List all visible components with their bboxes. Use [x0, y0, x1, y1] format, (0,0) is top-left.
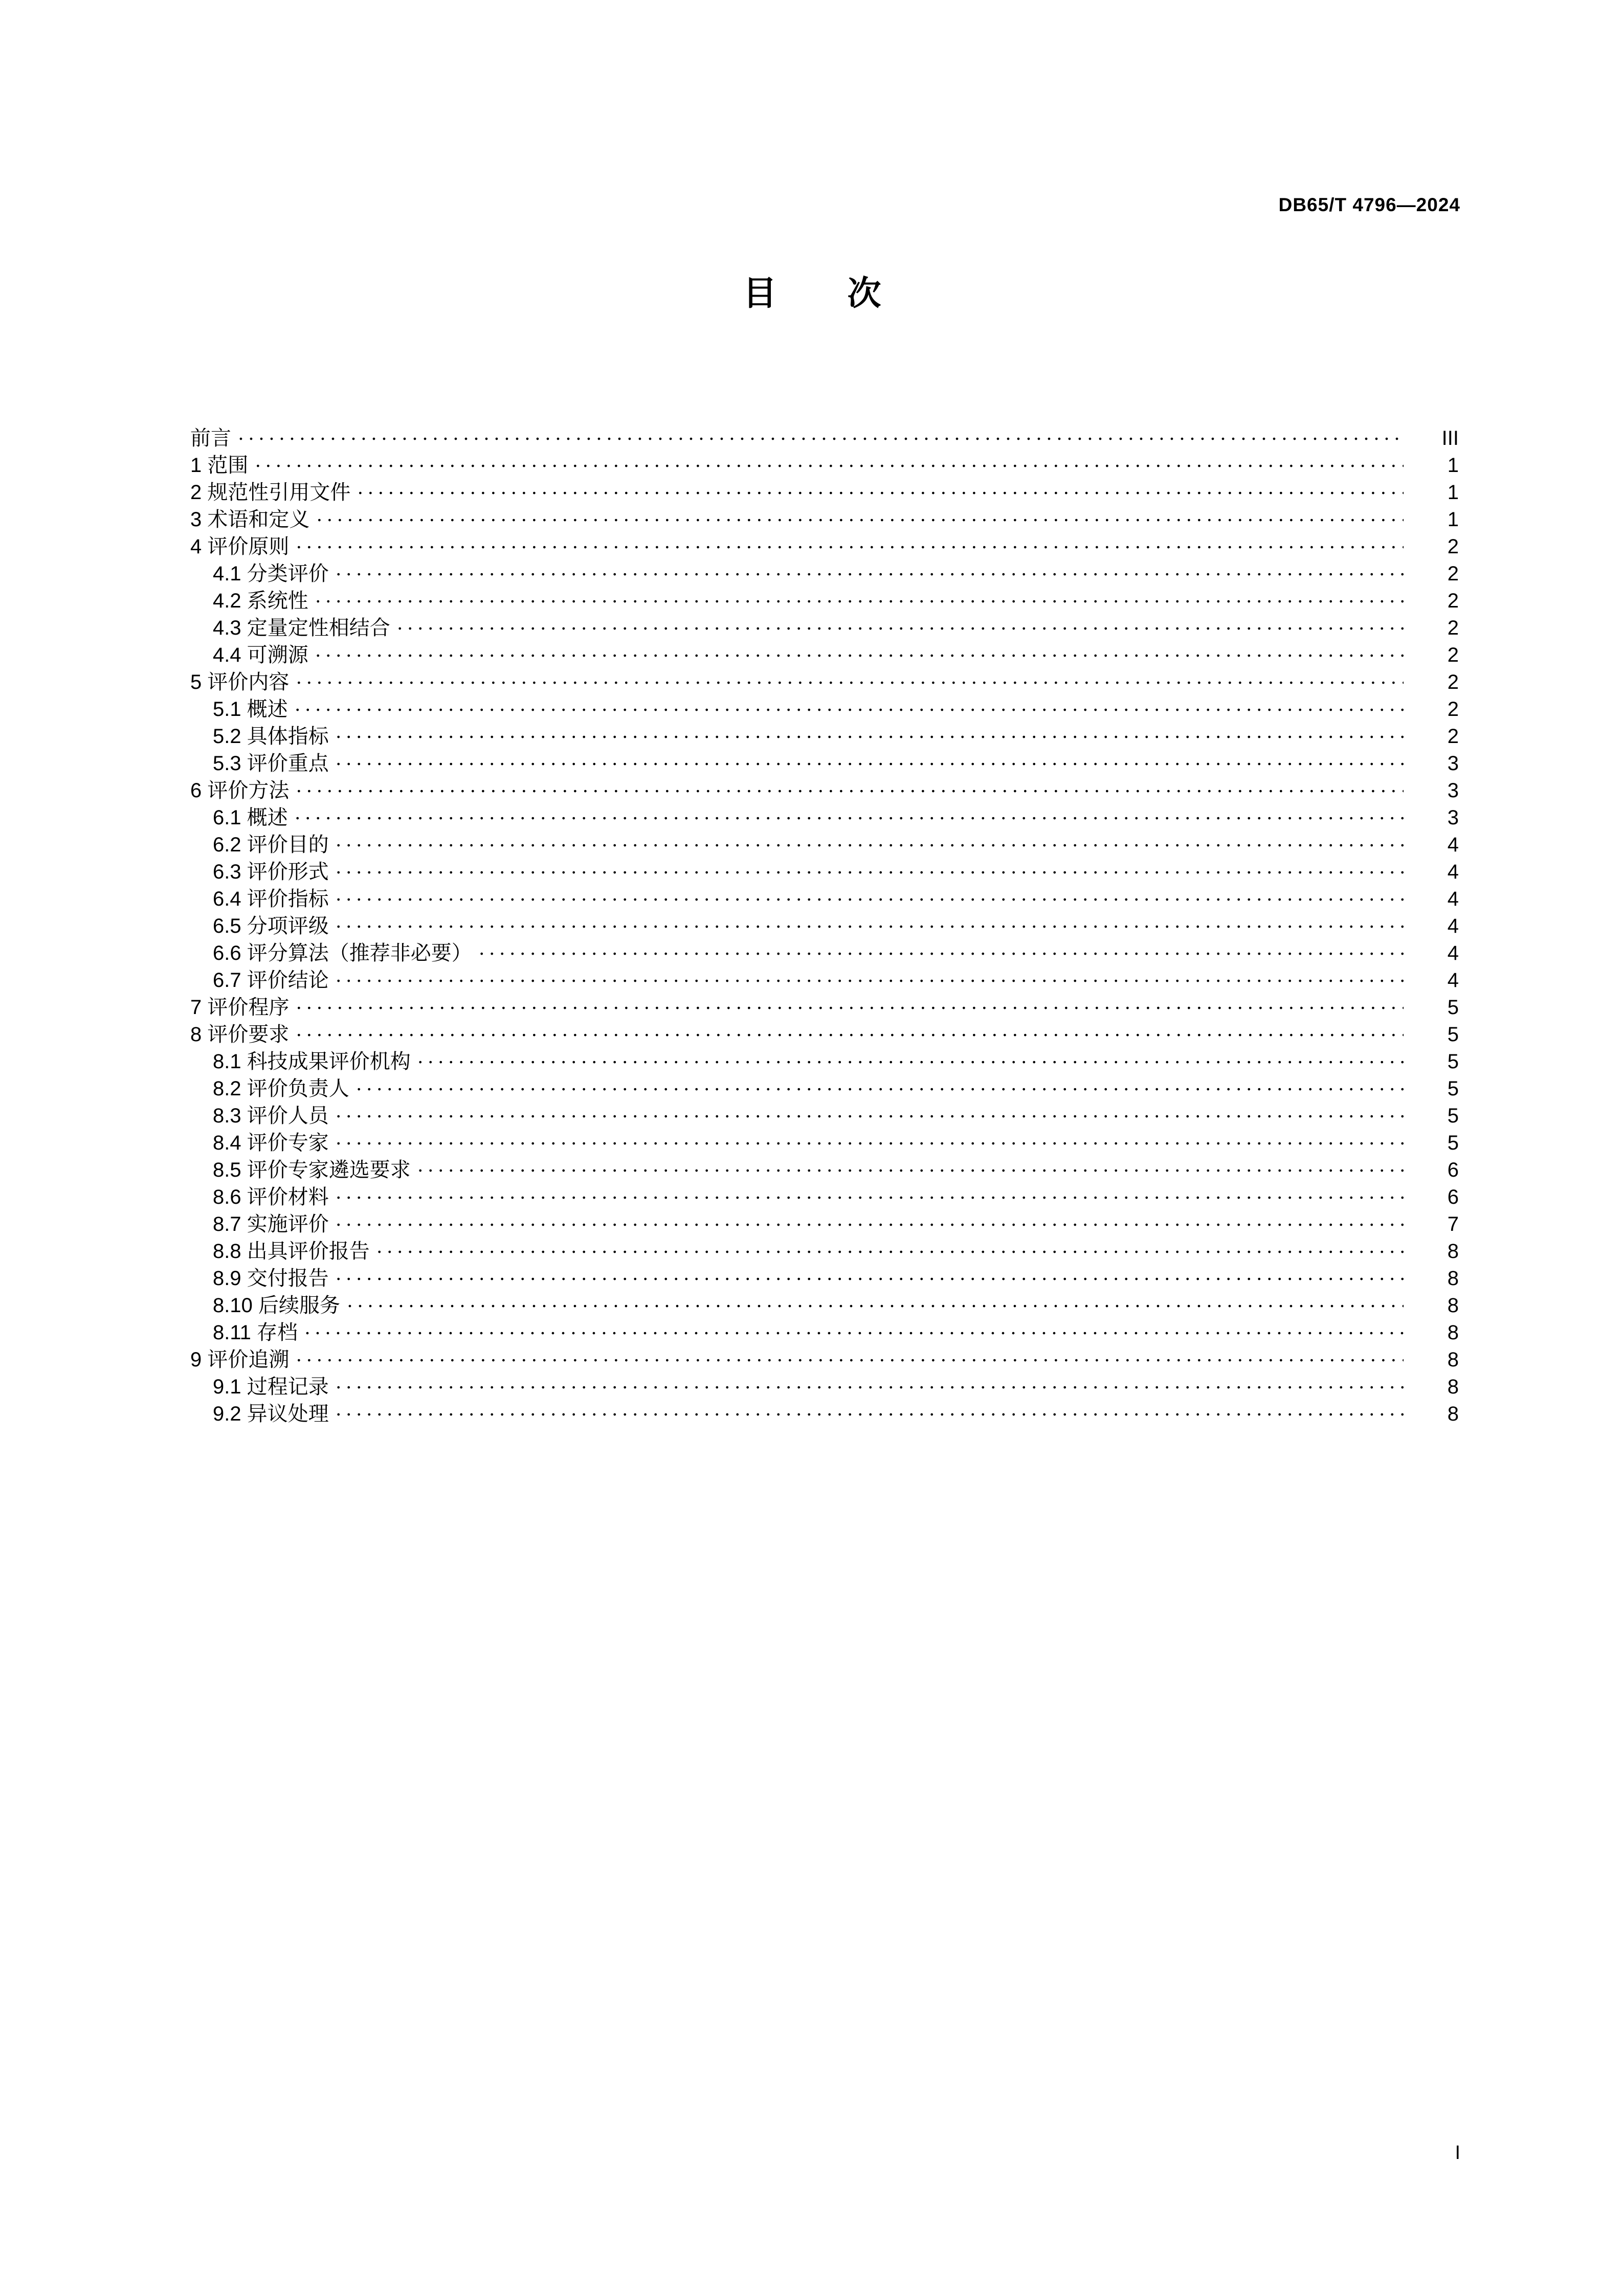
toc-entry-label: 8.10 后续服务	[213, 1294, 340, 1317]
toc-entry[interactable]	[190, 1048, 1459, 1075]
toc-entry-label: 8.1 科技成果评价机构	[213, 1050, 411, 1073]
toc-entry[interactable]	[190, 641, 1459, 668]
toc-entry-label: 3 术语和定义	[190, 508, 310, 531]
toc-entry[interactable]	[190, 1156, 1459, 1183]
toc-entry-page-number: 2	[1447, 590, 1459, 612]
toc-entry-label: 8.9 交付报告	[213, 1267, 329, 1290]
toc-entry-label: 4.1 分类评价	[213, 562, 329, 585]
toc-entry-label: 6.6 评分算法（推荐非必要）	[213, 942, 472, 964]
toc-entry-page-number: 6	[1447, 1186, 1459, 1208]
toc-leader-dots	[418, 1156, 1404, 1177]
toc-leader-dots	[255, 452, 1404, 472]
toc-entry-label: 6.3 评价形式	[213, 861, 329, 883]
toc-entry[interactable]	[190, 452, 1459, 479]
toc-entry[interactable]	[190, 695, 1459, 723]
toc-leader-dots	[316, 641, 1404, 662]
toc-entry-label: 1 范围	[190, 454, 249, 477]
toc-leader-dots	[418, 1048, 1404, 1068]
toc-entry-page-number: 8	[1447, 1294, 1459, 1317]
toc-leader-dots	[377, 1237, 1404, 1258]
toc-entry-label: 8 评价要求	[190, 1023, 290, 1046]
toc-leader-dots	[336, 831, 1404, 851]
toc-entry[interactable]	[190, 533, 1459, 560]
toc-entry[interactable]	[190, 994, 1459, 1021]
toc-entry-page-number: 2	[1447, 698, 1459, 721]
toc-entry-label: 4.3 定量定性相结合	[213, 617, 390, 639]
toc-entry-label: 9 评价追溯	[190, 1348, 290, 1371]
toc-leader-dots	[336, 1210, 1404, 1231]
toc-entry-page-number: 3	[1447, 779, 1459, 802]
toc-entry-page-number: 2	[1447, 535, 1459, 558]
toc-entry-label: 6.7 评价结论	[213, 969, 329, 992]
toc-entry-page-number: 8	[1447, 1267, 1459, 1290]
toc-entry-label: 6.1 概述	[213, 806, 288, 829]
toc-entry-page-number: 2	[1447, 562, 1459, 585]
toc-entry[interactable]	[190, 1237, 1459, 1265]
toc-entry-page-number: 2	[1447, 671, 1459, 693]
toc-leader-dots	[479, 939, 1404, 960]
toc-entry-label: 5.2 具体指标	[213, 725, 329, 748]
toc-entry-page-number: 4	[1447, 861, 1459, 883]
toc-entry-label: 5.1 概述	[213, 698, 288, 721]
toc-entry-label: 6 评价方法	[190, 779, 290, 802]
toc-leader-dots	[347, 1292, 1404, 1312]
toc-entry-label: 8.11 存档	[213, 1321, 298, 1344]
toc-entry[interactable]	[190, 723, 1459, 750]
toc-entry-label: 9.1 过程记录	[213, 1376, 329, 1398]
toc-entry[interactable]	[190, 912, 1459, 939]
toc-leader-dots	[336, 1129, 1404, 1150]
toc-entry-label: 前言	[190, 427, 231, 449]
toc-entry-page-number: 8	[1447, 1348, 1459, 1371]
toc-entry-label: 6.4 评价指标	[213, 888, 329, 910]
toc-entry[interactable]	[190, 560, 1459, 587]
toc-entry-label: 4.4 可溯源	[213, 644, 308, 666]
toc-entry[interactable]	[190, 1183, 1459, 1210]
toc-entry-page-number: 8	[1447, 1240, 1459, 1263]
toc-entry-page-number: 4	[1447, 969, 1459, 992]
toc-leader-dots	[336, 1183, 1404, 1204]
toc-entry-page-number: 5	[1447, 1050, 1459, 1073]
toc-entry-label: 5 评价内容	[190, 671, 290, 693]
toc-entry-page-number: 4	[1447, 915, 1459, 937]
toc-leader-dots	[358, 479, 1404, 499]
footer-page-number: I	[1455, 2142, 1460, 2164]
toc-entry[interactable]	[190, 614, 1459, 641]
toc-entry[interactable]	[190, 1265, 1459, 1292]
toc-leader-dots	[336, 750, 1404, 770]
toc-entry-label: 7 评价程序	[190, 996, 290, 1019]
toc-entry[interactable]	[190, 479, 1459, 506]
toc-entry[interactable]	[190, 1346, 1459, 1373]
toc-entry[interactable]	[190, 777, 1459, 804]
toc-leader-dots	[336, 1400, 1404, 1421]
toc-leader-dots	[336, 966, 1404, 987]
toc-leader-dots	[336, 885, 1404, 906]
toc-entry-label: 8.6 评价材料	[213, 1186, 329, 1208]
toc-entry-page-number: 1	[1447, 481, 1459, 504]
toc-entry[interactable]	[190, 1319, 1459, 1346]
toc-entry[interactable]	[190, 1210, 1459, 1237]
toc-entry-page-number: 3	[1447, 752, 1459, 775]
toc-leader-dots	[336, 1102, 1404, 1122]
toc-entry-page-number: 4	[1447, 834, 1459, 856]
toc-entry[interactable]	[190, 1075, 1459, 1102]
toc-leader-dots	[296, 1346, 1404, 1366]
toc-entry-page-number: 4	[1447, 888, 1459, 910]
toc-entry-page-number: 8	[1447, 1376, 1459, 1398]
toc-leader-dots	[357, 1075, 1404, 1095]
toc-leader-dots	[296, 533, 1404, 553]
toc-entry[interactable]	[190, 858, 1459, 885]
toc-entry-label: 9.2 异议处理	[213, 1403, 329, 1425]
toc-entry-page-number: 4	[1447, 942, 1459, 964]
page-title: 目 次	[743, 274, 900, 312]
toc-entry-page-number: 6	[1447, 1159, 1459, 1181]
toc-entry-page-number: 5	[1447, 1132, 1459, 1154]
toc-leader-dots	[336, 912, 1404, 933]
toc-entry-label: 2 规范性引用文件	[190, 481, 351, 504]
toc-entry[interactable]	[190, 1292, 1459, 1319]
toc-entry[interactable]	[190, 1400, 1459, 1427]
toc-entry[interactable]	[190, 831, 1459, 858]
toc-leader-dots	[336, 1265, 1404, 1285]
toc-entry-label: 5.3 评价重点	[213, 752, 329, 775]
toc-leader-dots	[238, 424, 1404, 445]
toc-entry[interactable]	[190, 1129, 1459, 1156]
toc-entry[interactable]	[190, 966, 1459, 994]
toc-entry-page-number: 7	[1447, 1213, 1459, 1235]
toc-entry-page-number: 2	[1447, 617, 1459, 639]
toc-entry-label: 8.7 实施评价	[213, 1213, 329, 1235]
toc-leader-dots	[296, 668, 1404, 689]
toc-entry[interactable]	[190, 1102, 1459, 1129]
toc-entry[interactable]	[190, 1021, 1459, 1048]
toc-leader-dots	[296, 994, 1404, 1014]
toc-entry[interactable]	[190, 804, 1459, 831]
toc-entry-page-number: 5	[1447, 1077, 1459, 1100]
toc-entry-page-number: 1	[1447, 454, 1459, 477]
toc-leader-dots	[316, 587, 1404, 607]
toc-leader-dots	[295, 695, 1404, 716]
toc-leader-dots	[336, 560, 1404, 580]
standard-number-header: DB65/T 4796—2024	[1278, 194, 1460, 215]
toc-entry-page-number: 5	[1447, 1105, 1459, 1127]
toc-leader-dots	[317, 506, 1404, 526]
toc-leader-dots	[336, 858, 1404, 879]
toc-entry-page-number: III	[1441, 427, 1459, 449]
toc-entry-page-number: 8	[1447, 1321, 1459, 1344]
toc-entry-page-number: 2	[1447, 725, 1459, 748]
toc-entry-label: 4 评价原则	[190, 535, 290, 558]
toc-entry-label: 6.2 评价目的	[213, 834, 329, 856]
toc-entry-page-number: 3	[1447, 806, 1459, 829]
toc-leader-dots	[296, 777, 1404, 797]
toc-entry[interactable]	[190, 506, 1459, 533]
toc-entry-label: 4.2 系统性	[213, 590, 308, 612]
toc-entry-page-number: 1	[1447, 508, 1459, 531]
toc-entry[interactable]	[190, 668, 1459, 695]
toc-entry-page-number: 5	[1447, 996, 1459, 1019]
toc-leader-dots	[397, 614, 1404, 635]
toc-leader-dots	[295, 804, 1404, 824]
toc-entry-label: 8.2 评价负责人	[213, 1077, 349, 1100]
toc-entry[interactable]	[190, 750, 1459, 777]
toc-entry-page-number: 8	[1447, 1403, 1459, 1425]
toc-entry-label: 8.3 评价人员	[213, 1105, 329, 1127]
toc-entry-label: 8.5 评价专家遴选要求	[213, 1159, 411, 1181]
toc-entry-page-number: 2	[1447, 644, 1459, 666]
toc-leader-dots	[336, 723, 1404, 743]
toc-leader-dots	[305, 1319, 1404, 1339]
toc-entry[interactable]	[190, 1373, 1459, 1400]
toc-entry-label: 6.5 分项评级	[213, 915, 329, 937]
toc-leader-dots	[296, 1021, 1404, 1041]
table-of-contents	[190, 424, 1459, 1427]
toc-entry-page-number: 5	[1447, 1023, 1459, 1046]
toc-leader-dots	[336, 1373, 1404, 1393]
toc-entry-label: 8.8 出具评价报告	[213, 1240, 370, 1263]
toc-entry[interactable]	[190, 939, 1459, 966]
toc-entry[interactable]	[190, 885, 1459, 912]
toc-entry[interactable]	[190, 424, 1459, 452]
toc-entry-label: 8.4 评价专家	[213, 1132, 329, 1154]
toc-entry[interactable]	[190, 587, 1459, 614]
